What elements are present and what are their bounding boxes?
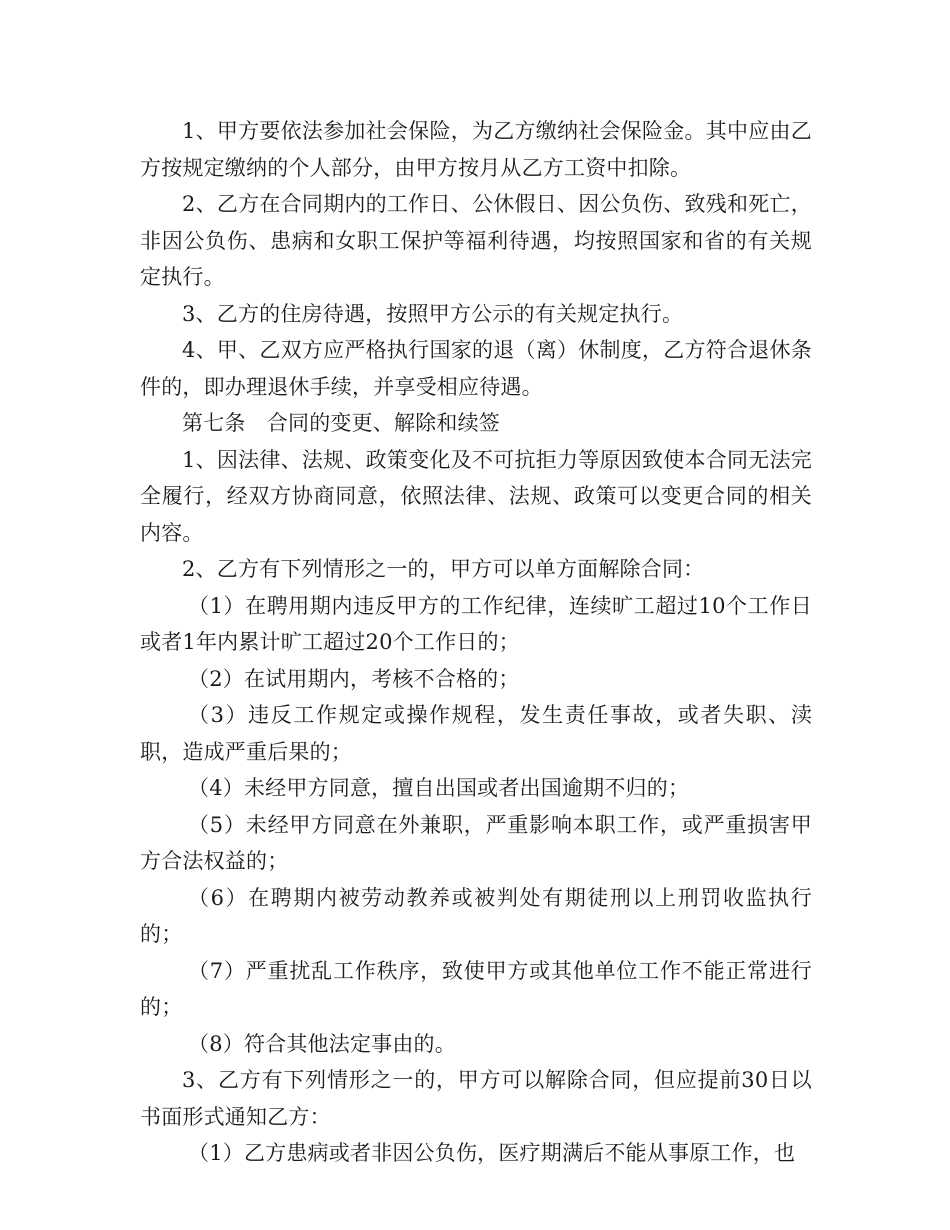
list-item-2-probation: （2）在试用期内，考核不合格的； [188, 666, 520, 691]
list-item-1-absenteeism: （1）在聘用期内违反甲方的工作纪律，连续旷工超过10个工作日或者1年内累计旷工超过20个工作日的； [140, 593, 812, 654]
list-item-5-outside-work: （5）未经甲方同意在外兼职，严重影响本职工作，或严重损害甲方合法权益的； [140, 812, 812, 873]
document-body [140, 113, 812, 1172]
paragraph-housing: 3、乙方的住房待遇，按照甲方公示的有关规定执行。 [182, 301, 684, 326]
paragraph-social-insurance: 1、甲方要依法参加社会保险，为乙方缴纳社会保险金。其中应由乙方按规定缴纳的个人部分，由甲方按月从乙方工资中扣除。 [140, 119, 812, 180]
paragraph-unilateral-termination: 2、乙方有下列情形之一的，甲方可以单方面解除合同： [182, 557, 705, 581]
list-item-8-other: （8）符合其他法定事由的。 [188, 1031, 456, 1056]
paragraph-retirement: 4、甲、乙双方应严格执行国家的退（离）休制度，乙方符合退休条件的，即办理退休手续，并享受相应待遇。 [140, 338, 812, 399]
paragraph-contract-change: 1、因法律、法规、政策变化及不可抗拒力等原因致使本合同无法完全履行，经双方协商同意，依照法律、法规、政策可以变更合同的相关内容。 [140, 447, 812, 545]
list-item-3-violation: （3）违反工作规定或操作规程，发生责任事故，或者失职、渎职，造成严重后果的； [140, 703, 812, 764]
section-heading-article-7: 第七条 合同的变更、解除和续签 [182, 411, 500, 435]
paragraph-notice-termination: 3、乙方有下列情形之一的，甲方可以解除合同，但应提前30日以书面形式通知乙方： [140, 1068, 812, 1129]
list-item-6-sentence: （6）在聘期内被劳动教养或被判处有期徒刑以上刑罚收监执行的； [140, 885, 812, 946]
list-item-4-abroad: （4）未经甲方同意，擅自出国或者出国逾期不归的； [188, 776, 690, 800]
list-item-7-disruption: （7）严重扰乱工作秩序，致使甲方或其他单位工作不能正常进行的； [140, 958, 812, 1019]
list-item-1-illness: （1）乙方患病或者非因公负伤，医疗期满后不能从事原工作，也 [188, 1141, 796, 1165]
paragraph-welfare-benefits: 2、乙方在合同期内的工作日、公休假日、因公负伤、致残和死亡，非因公负伤、患病和女职工保护等福利待遇，均按照国家和省的有关规定执行。 [140, 192, 812, 289]
